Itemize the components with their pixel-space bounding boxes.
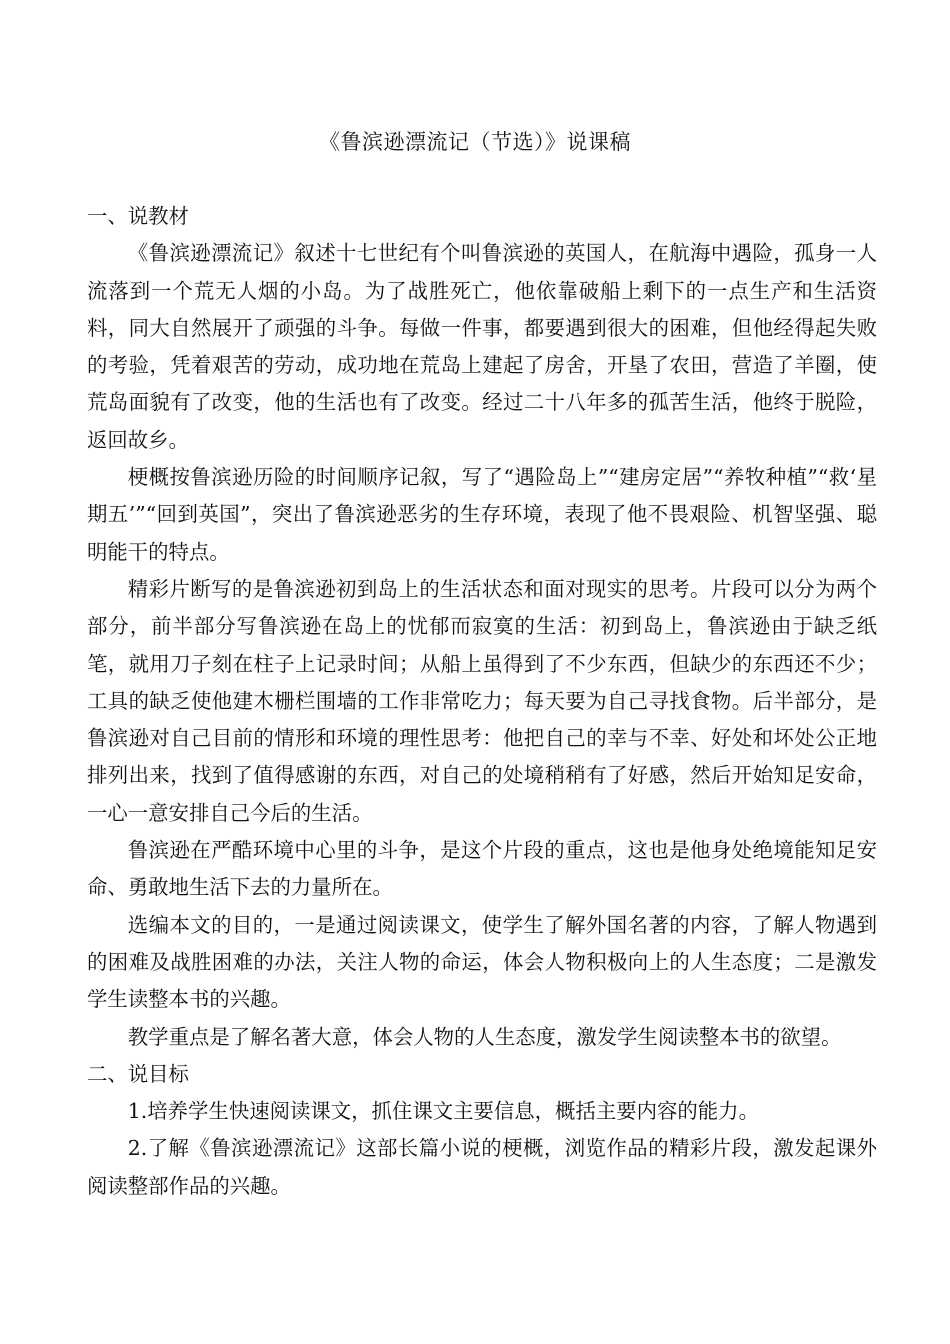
section-textbook xyxy=(87,198,877,1056)
section-objectives xyxy=(87,1056,877,1205)
paragraph: 选编本文的目的，一是通过阅读课文，使学生了解外国名著的内容，了解人物遇到的困难及战胜困难的办法，关注人物的命运，体会人物积极向上的人生态度；二是激发学生读整本书的兴趣。 xyxy=(87,912,877,1012)
paragraph: 《鲁滨逊漂流记》叙述十七世纪有个叫鲁滨逊的英国人，在航海中遇险，孤身一人流落到一个荒无人烟的小岛。为了战胜死亡，他依靠破船上剩下的一点生产和生活资料，同大自然展开了顽强的斗争。每做一件事，都要遇到很大的困难，但他经得起失败的考验，凭着艰苦的劳动，成功地在荒岛上建起了房舍，开垦了农田，营造了羊圈，使荒岛面貌有了改变，他的生活也有了改变。经过二十八年多的孤苦生活，他终于脱险，返回故乡。 xyxy=(87,241,877,452)
document-body xyxy=(87,198,877,1205)
paragraph: 鲁滨逊在严酷环境中心里的斗争，是这个片段的重点，这也是他身处绝境能知足安命、勇敢地生活下去的力量所在。 xyxy=(87,838,877,900)
objective-item: 2.了解《鲁滨逊漂流记》这部长篇小说的梗概，浏览作品的精彩片段，激发起课外阅读整部作品的兴趣。 xyxy=(87,1136,877,1198)
section-heading: 二、说目标 xyxy=(87,1061,189,1086)
document-title: 《鲁滨逊漂流记（节选）》说课稿 xyxy=(319,130,631,154)
paragraph: 精彩片断写的是鲁滨逊初到岛上的生活状态和面对现实的思考。片段可以分为两个部分，前半部分写鲁滨逊在岛上的忧郁而寂寞的生活：初到岛上，鲁滨逊由于缺乏纸笔，就用刀子刻在柱子上记录时间；从船上虽得到了不少东西，但缺少的东西还不少；工具的缺乏使他建木栅栏围墙的工作非常吃力；每天要为自己寻找食物。后半部分，是鲁滨逊对自己目前的情形和环境的理性思考：他把自己的幸与不幸、好处和坏处公正地排列出来，找到了值得感谢的东西，对自己的处境稍稍有了好感，然后开始知足安命，一心一意安排自己今后的生活。 xyxy=(87,576,877,825)
section-heading: 一、说教材 xyxy=(87,204,189,228)
objective-item: 1.培养学生快速阅读课文，抓住课文主要信息，概括主要内容的能力。 xyxy=(127,1099,759,1124)
paragraph: 梗概按鲁滨逊历险的时间顺序记叙，写了“遇险岛上”“建房定居”“养牧种植”“救‘星期五’”“回到英国”，突出了鲁滨逊恶劣的生存环境，表现了他不畏艰险、机智坚强、聪明能干的特点。 xyxy=(87,465,877,564)
paragraph: 教学重点是了解名著大意，体会人物的人生态度，激发学生阅读整本书的欲望。 xyxy=(127,1024,842,1049)
